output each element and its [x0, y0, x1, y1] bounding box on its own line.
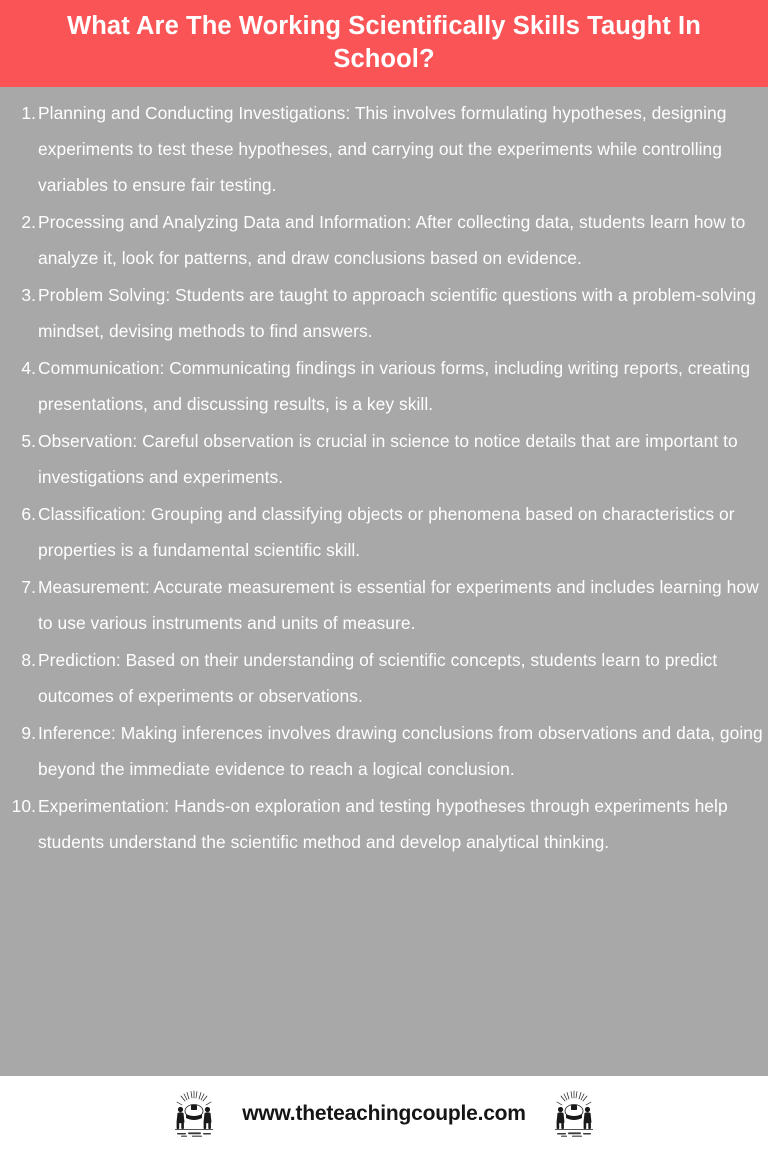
list-item-text: Planning and Conducting Investigations: This involves formulating hypotheses, designing experiments to test these hypotheses, and carrying out the experiments while controlling variables to ensure fair testing.: [38, 103, 727, 196]
list-item: [4, 350, 764, 422]
poster-body: [0, 87, 768, 1076]
list-item-text: Problem Solving: Students are taught to approach scientific questions with a problem-solving mindset, devising methods to find answers.: [38, 285, 757, 342]
website-url[interactable]: www.theteachingcouple.com: [242, 1102, 526, 1125]
list-item-text: Prediction: Based on their understanding of scientific concepts, students learn to predict outcomes of experiments or observations.: [38, 650, 718, 707]
teaching-couple-logo-icon: [168, 1089, 220, 1139]
list-item-text: Classification: Grouping and classifying objects or phenomena based on characteristics or properties is a fundamental scientific skill.: [38, 504, 735, 561]
list-item: [4, 715, 764, 787]
poster-footer: [0, 1076, 768, 1152]
list-item-text: Inference: Making inferences involves drawing conclusions from observations and data, going beyond the immediate evidence to reach a logical conclusion.: [38, 723, 763, 780]
skills-list: [4, 95, 764, 860]
list-item-text: Measurement: Accurate measurement is essential for experiments and includes learning how to use various instruments and units of measure.: [38, 577, 759, 634]
page-title: What Are The Working Scientifically Skills Taught In School?: [67, 12, 701, 73]
list-item: [4, 496, 764, 568]
list-item-text: Observation: Careful observation is crucial in science to notice details that are important to investigations and experiments.: [38, 431, 738, 488]
list-item-text: Experimentation: Hands-on exploration and testing hypotheses through experiments help students understand the scientific method and develop analytical thinking.: [38, 796, 728, 853]
list-item: [4, 204, 764, 276]
list-item: [4, 642, 764, 714]
poster-header: [0, 0, 768, 87]
list-item-text: Communication: Communicating findings in various forms, including writing reports, creating presentations, and discussing results, is a key skill.: [38, 358, 751, 415]
list-item: [4, 423, 764, 495]
list-item-text: Processing and Analyzing Data and Information: After collecting data, students learn how to analyze it, look for patterns, and draw conclusions based on evidence.: [38, 212, 746, 269]
list-item: [4, 788, 764, 860]
list-item: [4, 277, 764, 349]
list-item: [4, 95, 764, 203]
teaching-couple-logo-icon: [548, 1089, 600, 1139]
list-item: [4, 569, 764, 641]
